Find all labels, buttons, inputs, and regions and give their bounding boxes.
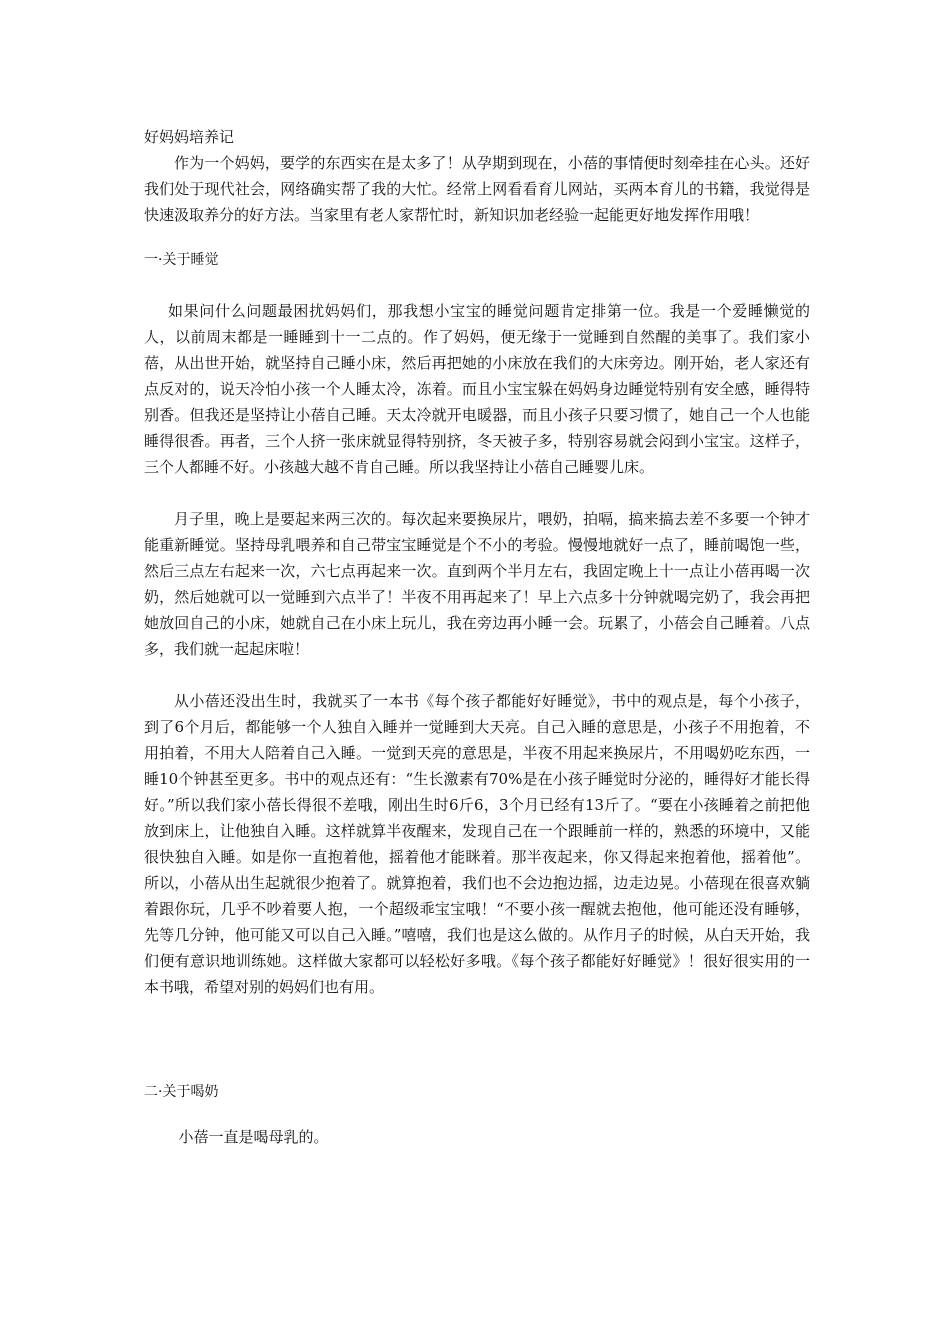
section-heading-feeding: 二·关于喝奶 bbox=[144, 1084, 219, 1100]
spacer bbox=[144, 662, 810, 688]
document-title: 好妈妈培养记 bbox=[144, 128, 235, 146]
spacer bbox=[144, 1000, 810, 1080]
intro-paragraph: 作为一个妈妈，要学的东西实在是太多了！从孕期到现在，小蓓的事情便时刻牵挂在心头。还好我们处于现代社会，网络确实帮了我的大忙。经常上网看看育儿网站，买两本育儿的书籍，我觉得是快速汲取养分的好方法。当家里有老人家帮忙时，新知识加老经验一起能更好地发挥作用哦！ bbox=[144, 154, 810, 224]
feeding-paragraph-1: 小蓓一直是喝母乳的。 bbox=[178, 1128, 329, 1146]
sleep-paragraph-1: 如果问什么问题最困扰妈妈们，那我想小宝宝的睡觉问题肯定排第一位。我是一个爱睡懒觉的人，以前周末都是一睡睡到十一二点的。作了妈妈，便无缘于一觉睡到自然醒的美事了。我们家小蓓，从出世开始，就坚持自己睡小床，然后再把她的小床放在我们的大床旁边。刚开始，老人家还有点反对的，说天冷怕小孩一个人睡太冷，冻着。而且小宝宝躲在妈妈身边睡觉特别有安全感，睡得特别香。但我还是坚持让小蓓自己睡。天太冷就开电暖器，而且小孩子只要习惯了，她自己一个人也能睡得很香。再者，三个人挤一张床就显得特别挤，冬天被子多，特别容易就会闷到小宝宝。这样子，三个人都睡不好。小孩越大越不肯自己睡。所以我坚持让小蓓自己睡婴儿床。 bbox=[144, 302, 810, 476]
document-page bbox=[144, 124, 810, 1150]
spacer bbox=[144, 272, 810, 298]
spacer bbox=[144, 1104, 810, 1124]
section-heading-sleep: 一·关于睡觉 bbox=[144, 252, 219, 268]
sleep-paragraph-3: 从小蓓还没出生时，我就买了一本书《每个孩子都能好好睡觉》，书中的观点是，每个小孩子，到了6个月后，都能够一个人独自入睡并一觉睡到大天亮。自己入睡的意思是，小孩子不用抱着，不用拍着，不用大人陪着自己入睡。一觉到天亮的意思是，半夜不用起来换尿片，不用喝奶吃东西，一睡10个钟甚至更多。书中的观点还有：“生长激素有70%是在小孩子睡觉时分泌的，睡得好才能长得好。”所以我们家小蓓长得很不差哦，刚出生时6斤6，3个月已经有13斤了。“要在小孩睡着之前把他放到床上，让他独自入睡。这样就算半夜醒来，发现自己在一个跟睡前一样的，熟悉的环境中，又能很快独自入睡。如是你一直抱着他，摇着他才能眯着。那半夜起来，你又得起来抱着他，摇着他”。所以，小蓓从出生起就很少抱着了。就算抱着，我们也不会边抱边摇，边走边晃。小蓓现在很喜欢躺着跟你玩，几乎不吵着要人抱，一个超级乖宝宝哦！“不要小孩一醒就去抱他，他可能还没有睡够，先等几分钟，他可能又可以自己入睡。”嘻嘻，我们也是这么做的。从作月子的时候，从白天开始，我们便有意识地训练她。这样做大家都可以轻松好多哦。《每个孩子都能好好睡觉》！很好很实用的一本书哦，希望对别的妈妈们也有用。 bbox=[144, 692, 810, 996]
spacer bbox=[144, 228, 810, 248]
spacer bbox=[144, 480, 810, 506]
sleep-paragraph-2: 月子里，晚上是要起来两三次的。每次起来要换尿片，喂奶，拍嗝，搞来搞去差不多要一个钟才能重新睡觉。坚持母乳喂养和自己带宝宝睡觉是个不小的考验。慢慢地就好一点了，睡前喝饱一些，然后三点左右起来一次，六七点再起来一次。直到两个半月左右，我固定晚上十一点让小蓓再喝一次奶，然后她就可以一觉睡到六点半了！半夜不用再起来了！早上六点多十分钟就喝完奶了，我会再把她放回自己的小床，她就自己在小床上玩儿，我在旁边再小睡一会。玩累了，小蓓会自己睡着。八点多，我们就一起起床啦！ bbox=[144, 510, 810, 658]
